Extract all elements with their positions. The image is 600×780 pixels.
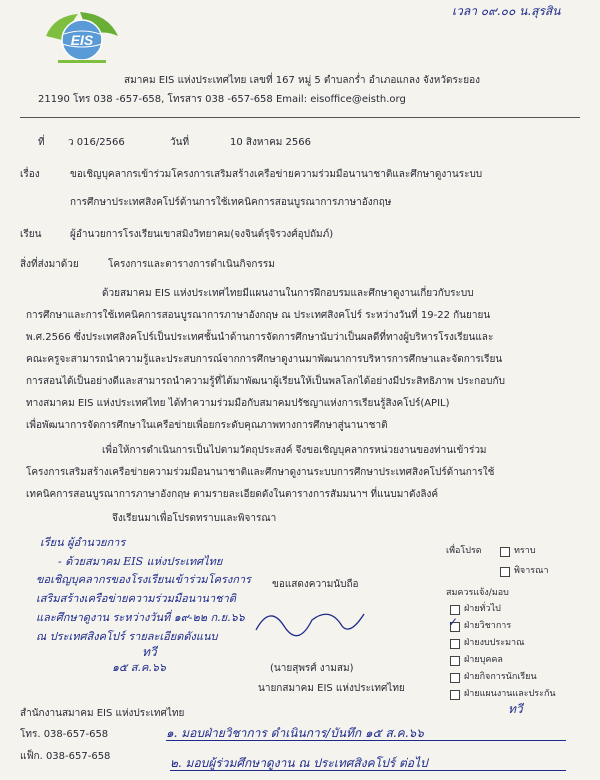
department-label: ฝ่ายแผนงานและประกัน (464, 689, 556, 699)
eis-logo (40, 8, 124, 70)
department-checkbox[interactable] (450, 605, 460, 615)
body-paragraph-1 (26, 283, 505, 437)
body-line: ด้วยสมาคม EIS แห่งประเทศไทยมีแผนงานในการฝึกอบรมและศึกษาดูงานเกี่ยวกับระบบ (102, 288, 474, 299)
letterhead-contact: 21190 โทร 038 -657-658, โทรสาร 038 -657-658 Email: eisoffice@eisth.org (38, 94, 406, 105)
ref-number: ว 016/2566 (68, 137, 125, 148)
handwritten-note-1: เรียน ผู้อำนวยการ (40, 536, 126, 549)
department-label: ฝ่ายกิจการนักเรียน (464, 672, 537, 682)
know-label: ทราบ (514, 546, 536, 556)
underline (170, 770, 566, 771)
department-label: ฝ่ายทั่วไป (464, 604, 501, 614)
know-checkbox[interactable] (500, 547, 510, 557)
footer-fax: แฟ็ก. 038-657-658 (20, 751, 111, 762)
underline (166, 740, 566, 741)
department-checkbox[interactable] (450, 673, 460, 683)
department-label: ฝ่ายงบประมาณ (464, 638, 525, 648)
to-recipient: ผู้อำนวยการโรงเรียนเขาสมิงวิทยาคม(จงจินต์รุจิรวงศ์อุปถัมภ์) (70, 229, 334, 240)
subject-line-2: การศึกษาประเทศสิงคโปร์ด้านการใช้เทคนิคการสอนบูรณาการภาษาอังกฤษ (70, 197, 392, 208)
date-value: 10 สิงหาคม 2566 (230, 137, 312, 148)
header-divider (20, 117, 580, 118)
assign-label: สมควรแจ้ง/มอบ (446, 588, 509, 598)
logo-text: EIS (70, 32, 94, 48)
handwritten-note-6: ณ ประเทศสิงคโปร์ รายละเอียดดังแนบ (36, 630, 218, 643)
letterhead-address: สมาคม EIS แห่งประเทศไทย เลขที่ 167 หมู่ 5 ตำบลกร่ำ อำเภอแกลง จังหวัดระยอง (124, 75, 480, 86)
subject-line-1: ขอเชิญบุคลากรเข้าร่วมโครงการเสริมสร้างเครือข่ายความร่วมมือนานาชาติและศึกษาดูงานระบบ (70, 169, 483, 180)
checkmark-icon: ✓ (448, 615, 459, 629)
body-line: การสอนได้เป็นอย่างดีและสามารถนำความรู้ที่ได้มาพัฒนาผู้เรียนให้เป็นพลโลกได้อย่างมีประสิทธิภาพ ประกอบกับ (26, 376, 505, 387)
department-checkbox[interactable] (450, 690, 460, 700)
department-label: ฝ่ายบุคคล (464, 655, 503, 665)
routing-option-label: เพื่อโปรด (446, 546, 482, 556)
handwritten-note-2: - ด้วยสมาคม EIS แห่งประเทศไทย (58, 555, 223, 568)
footer-tel: โทร. 038-657-658 (20, 729, 109, 740)
ref-label: ที่ (38, 137, 45, 148)
body-paragraph-2 (26, 440, 494, 506)
signer-name: (นายสุพรศ์ งามสม) (270, 663, 354, 674)
department-checkbox[interactable] (450, 639, 460, 649)
enclosure-value: โครงการและตารางการดำเนินกิจกรรม (108, 259, 275, 270)
handwritten-initials-bottom: ทวี (508, 702, 523, 716)
body-line: เพื่อให้การดำเนินการเป็นไปตามวัตถุประสงค์ จึงขอเชิญบุคลากรหน่วยงานของท่านเข้าร่วม (102, 445, 487, 456)
department-label: ฝ่ายวิชาการ (464, 621, 512, 631)
consider-checkbox[interactable] (500, 567, 510, 577)
enclosure-label: สิ่งที่ส่งมาด้วย (20, 259, 79, 270)
body-line: ทางสมาคม EIS แห่งประเทศไทย ได้ทำความร่วมมือกับสมาคมปรัชญาแห่งการเรียนรู้สิงคโปร์(APIL) (26, 398, 450, 409)
handwritten-instruction-1: ๑. มอบฝ่ายวิชาการ ดำเนินการ/บันทึก ๑๕ ส.ค.๖๖ (166, 726, 424, 740)
body-line: คณะครูจะสามารถนำความรู้และประสบการณ์จากการศึกษาดูงานมาพัฒนาการบริหารการศึกษาและจัดการเรียน (26, 354, 503, 365)
received-time-stamp: เวลา ๐๙.๐๐ น.สุรสิน (452, 4, 561, 18)
consider-label: พิจารณา (514, 566, 549, 576)
signature-scribble (250, 596, 370, 646)
body-line: พ.ศ.2566 ซึ่งประเทศสิงคโปร์เป็นประเทศชั้นนำด้านการจัดการศึกษานับว่าเป็นผลดีที่ทางผู้บริหารโรงเรียนและ (26, 332, 494, 343)
body-line: โครงการเสริมสร้างเครือข่ายความร่วมมือนานาชาติและศึกษาดูงานระบบการศึกษาประเทศสิงคโปร์ด้านการใช้ (26, 467, 495, 478)
closing-respect: ขอแสดงความนับถือ (272, 579, 359, 590)
handwritten-note-5: และศึกษาดูงาน ระหว่างวันที่ ๑๙-๒๒ ก.ย.๖๖ (36, 611, 245, 624)
handwritten-note-4: เสริมสร้างเครือข่ายความร่วมมือนานาชาติ (36, 592, 236, 605)
footer-office: สำนักงานสมาคม EIS แห่งประเทศไทย (20, 708, 185, 719)
body-line: เทคนิคการสอนบูรณาการภาษาอังกฤษ ตามรายละเอียดดังในตารางการสัมมนาฯ ที่แนบมาดังลิงค์ (26, 489, 439, 500)
handwritten-initials: ทวี (142, 645, 157, 659)
body-line: เพื่อพัฒนาการจัดการศึกษาในเครือข่ายเพื่อยกระดับคุณภาพทางการศึกษาสู่นานาชาติ (26, 420, 388, 431)
closing-request: จึงเรียนมาเพื่อโปรดทราบและพิจารณา (112, 513, 277, 524)
handwritten-note-3: ขอเชิญบุคลากรของโรงเรียนเข้าร่วมโครงการ (36, 573, 251, 586)
handwritten-instruction-2: ๒. มอบผู้ร่วมศึกษาดูงาน ณ ประเทศสิงคโปร์ ต่อไป (170, 756, 428, 770)
subject-label: เรื่อง (20, 169, 40, 180)
department-checkbox[interactable] (450, 656, 460, 666)
date-label: วันที่ (170, 137, 190, 148)
handwritten-date: ๑๕ ส.ค.๖๖ (112, 661, 166, 674)
body-line: การศึกษาและการใช้เทคนิคการสอนบูรณาการภาษาอังกฤษ ณ ประเทศสิงคโปร์ ระหว่างวันที่ 19-22 กันยายน (26, 310, 491, 321)
to-label: เรียน (20, 229, 42, 240)
signer-title: นายกสมาคม EIS แห่งประเทศไทย (258, 683, 405, 694)
